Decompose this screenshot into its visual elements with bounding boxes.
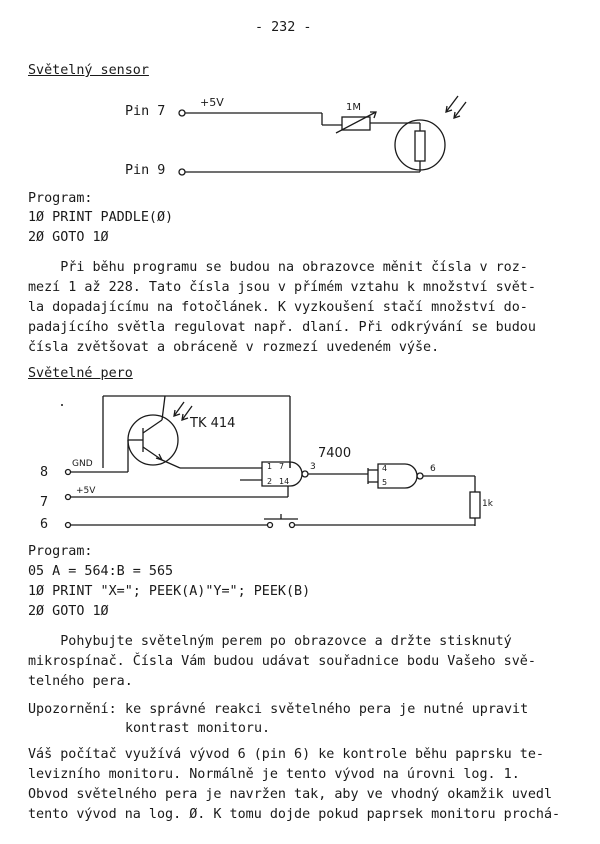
paragraph-line: levizního monitoru. Normálně je tento vývod na úrovni log. 1.: [28, 767, 520, 782]
paragraph-line: Váš počítač využívá vývod 6 (pin 6) ke kontrole běhu paprsku te-: [28, 747, 544, 762]
paragraph-line: padajícího světla regulovat např. dlaní. Při odkrývání se budou: [28, 320, 536, 335]
label-pin7: 7: [40, 495, 49, 510]
program-label-2: Program:: [28, 544, 93, 559]
paragraph-line: tento vývod na log. Ø. K tomu dojde pokud paprsek monitoru prochá-: [28, 807, 561, 822]
pin-label: 2: [267, 477, 273, 486]
code-line: 1Ø PRINT PADDLE(Ø): [28, 210, 174, 225]
note-label: Upozornění:: [28, 702, 117, 717]
label-pin8: 8: [40, 465, 49, 480]
code-line: 2Ø GOTO 1Ø: [28, 604, 109, 619]
section-heading-light-pen: Světelné pero: [28, 366, 133, 381]
paragraph-line: mikrospínač. Čísla Vám budou udávat souřadnice bodu Vašeho svě-: [28, 654, 536, 669]
page-number: - 232 -: [255, 20, 312, 35]
paragraph-line: čísla zvětšovat a obráceně v rozmezí uvedeném výše.: [28, 340, 440, 355]
label-pin9: Pin 9: [125, 163, 166, 178]
label-supply: +5V: [200, 96, 224, 109]
pin-label: 3: [310, 462, 316, 472]
paragraph-line: Pohybujte světelným perem po obrazovce a držte stisknutý: [28, 634, 512, 649]
section-heading-light-sensor: Světelný sensor: [28, 63, 149, 78]
paragraph-line: Obvod světelného pera je navržen tak, aby ve vhodný okamžik uvedl: [28, 787, 553, 802]
pin7-terminal-icon: [66, 495, 71, 500]
pin6-terminal-icon: [66, 523, 71, 528]
paragraph-line: Při běhu programu se budou na obrazovce měnit čísla v roz-: [28, 260, 528, 275]
paragraph-line: telného pera.: [28, 674, 133, 689]
label-pin6: 6: [40, 517, 49, 532]
note-line: kontrast monitoru.: [125, 721, 271, 736]
note-line: ke správné reakci světelného pera je nutné upravit: [117, 702, 529, 717]
program-label-1: Program:: [28, 191, 93, 206]
microswitch-icon: [268, 523, 273, 528]
pin-label: 4: [382, 464, 388, 473]
code-line: 1Ø PRINT "X="; PEEK(A)"Y="; PEEK(B): [28, 584, 311, 599]
paragraph-line: la dopadajícímu na fotočlánek. K vyzkoušení stačí množství do-: [28, 300, 528, 315]
code-line: 2Ø GOTO 1Ø: [28, 230, 109, 245]
pin-label: 7: [279, 462, 285, 471]
label-chip: 7400: [318, 446, 352, 461]
pin-label: 1: [267, 462, 273, 471]
label-supply: +5V: [76, 486, 96, 496]
pin-label: 6: [430, 464, 436, 474]
label-pot: 1M: [346, 102, 361, 113]
pin-label: 14: [279, 477, 290, 486]
code-line: 05 A = 564:B = 565: [28, 564, 174, 579]
paragraph-line: mezí 1 až 228. Tato čísla jsou v přímém vztahu k množství svět-: [28, 280, 536, 295]
resistor-icon: [470, 492, 480, 518]
pin-label: 5: [382, 478, 388, 487]
label-pin7: Pin 7: [125, 104, 166, 119]
label-gnd: GND: [72, 459, 93, 469]
pin8-terminal-icon: [66, 470, 71, 475]
label-transistor: TK 414: [190, 416, 236, 431]
label-resistor: 1k: [482, 499, 493, 509]
